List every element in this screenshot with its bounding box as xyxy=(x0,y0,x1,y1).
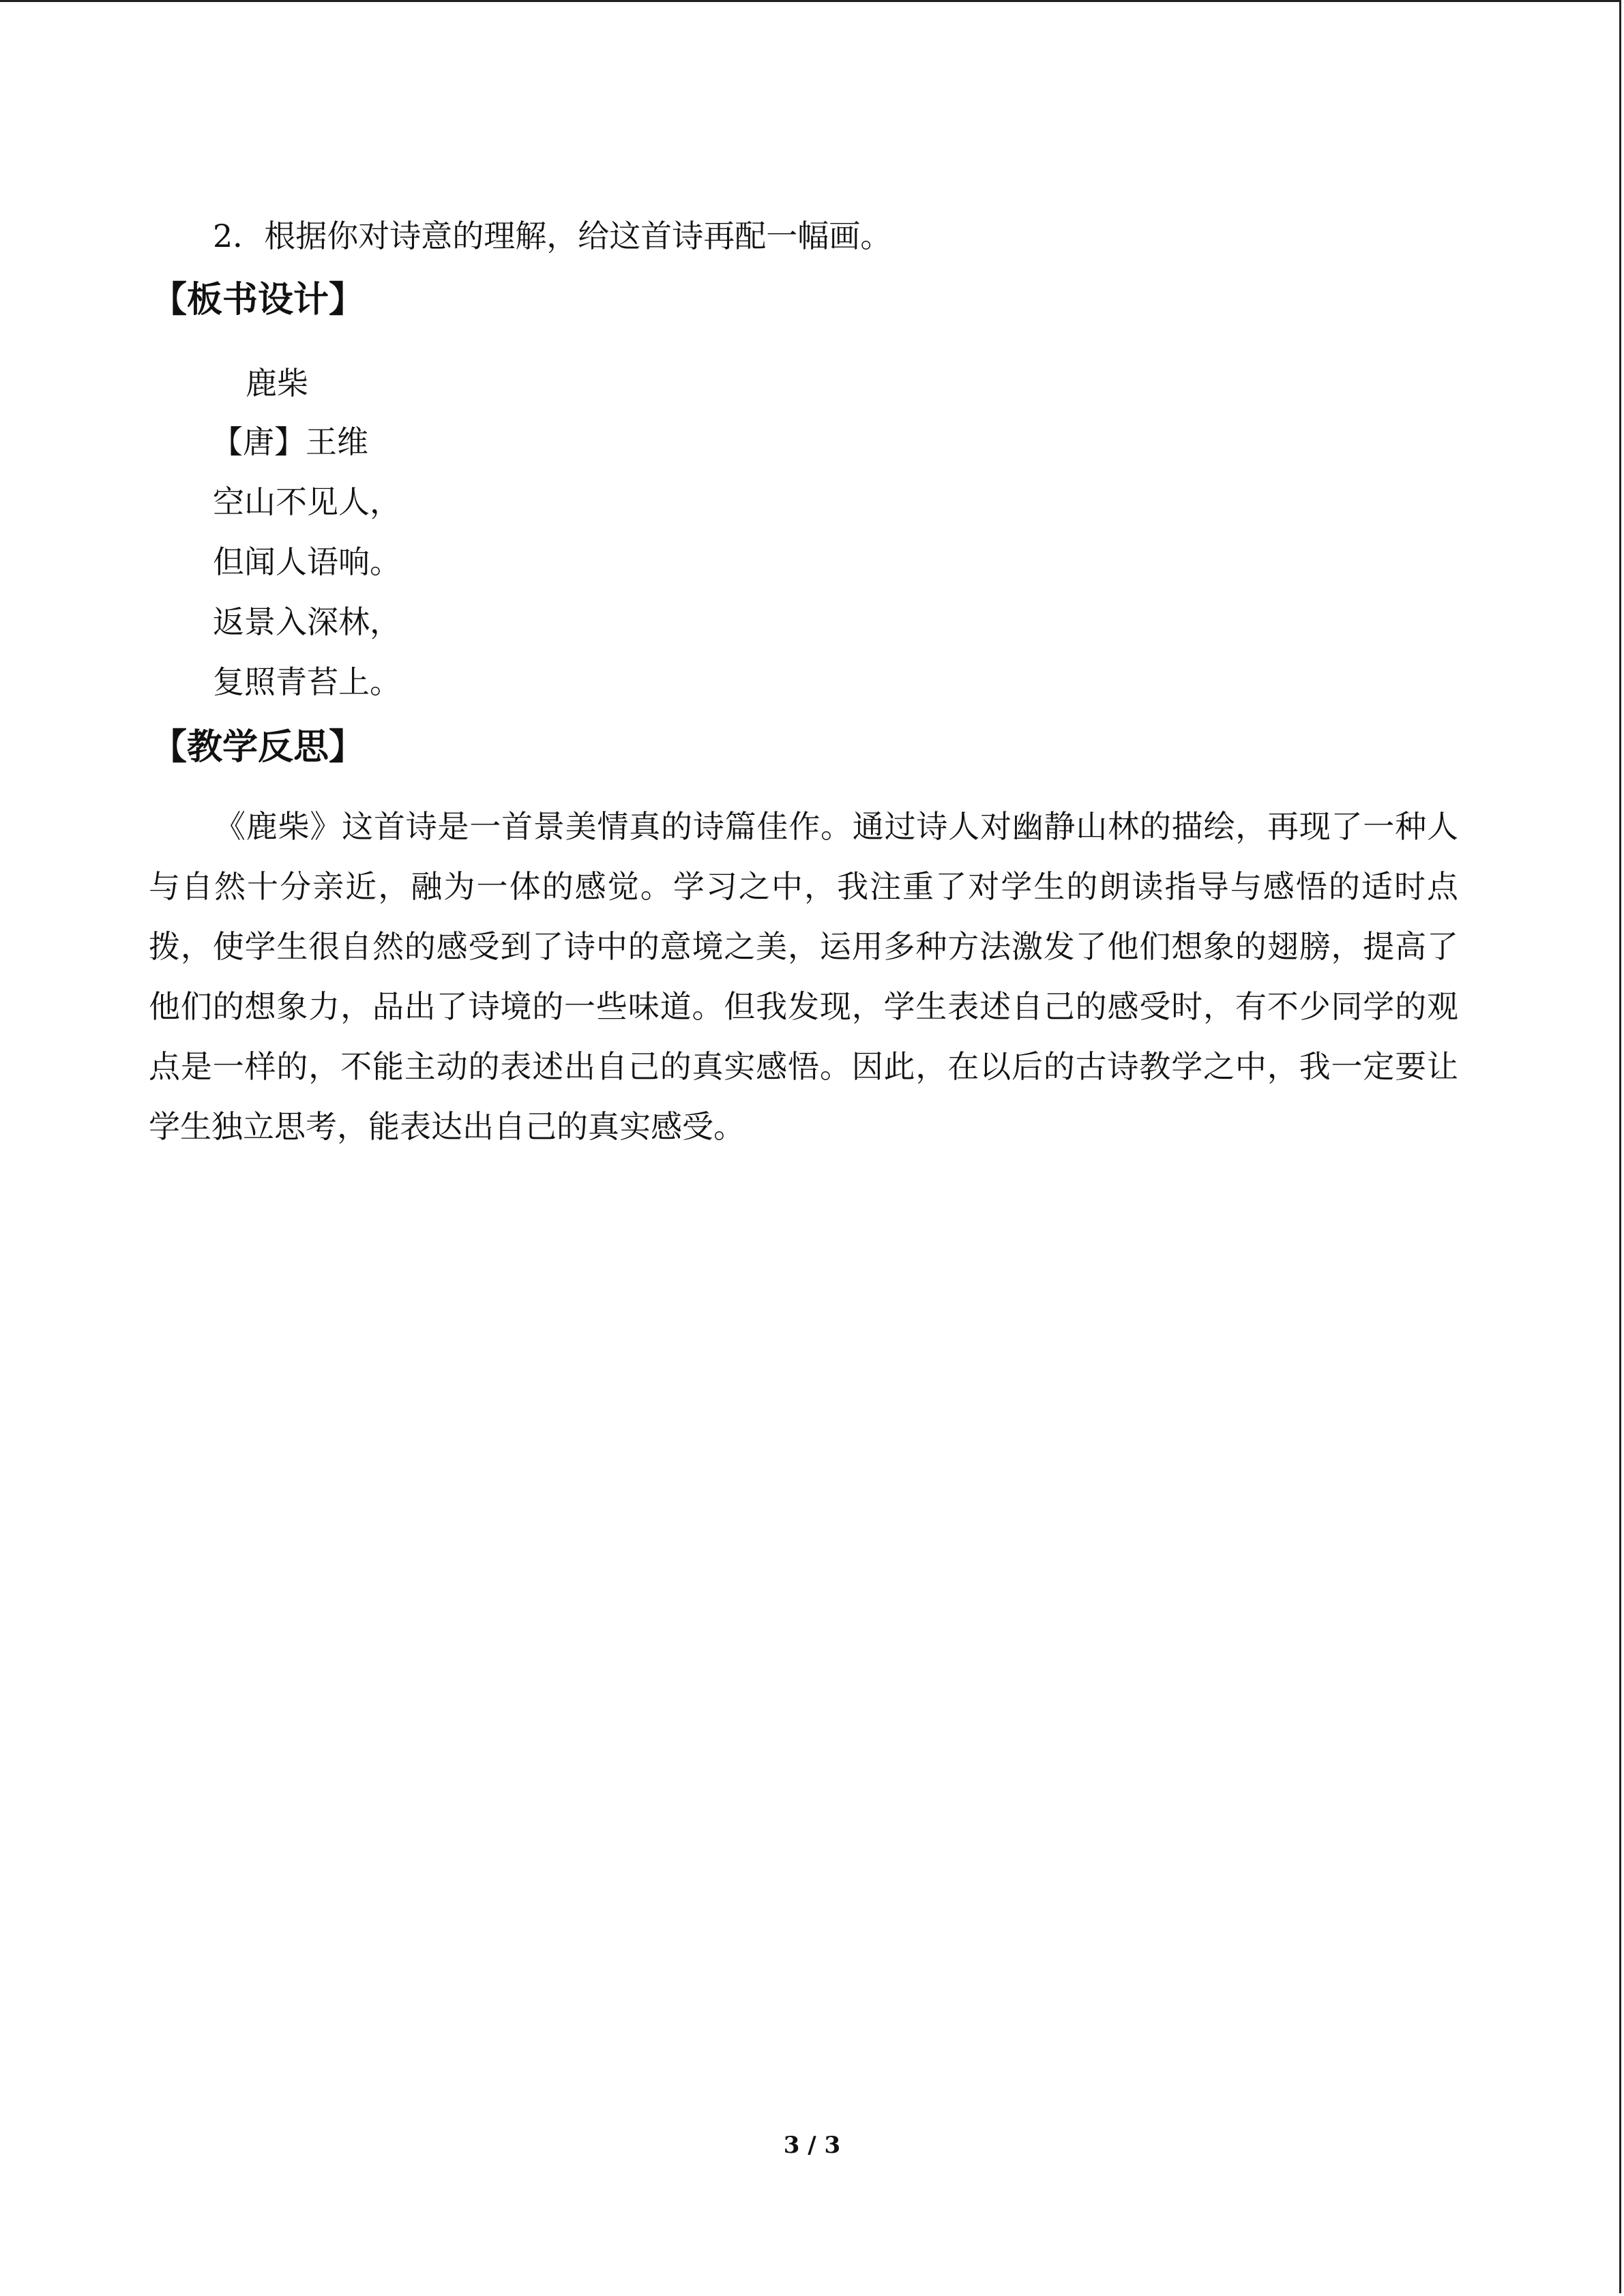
page-number: 3 / 3 xyxy=(783,2132,841,2159)
poem-title: 鹿柴 xyxy=(246,365,308,402)
poem-line: 但闻人语响。 xyxy=(213,543,401,580)
section-heading-teaching-reflection: 【教学反思】 xyxy=(151,727,365,768)
activity-item-2: 2．根据你对诗意的理解，给这首诗再配一幅画。 xyxy=(213,218,892,254)
section-heading-board-design: 【板书设计】 xyxy=(151,280,365,320)
poem-line: 复照青苔上。 xyxy=(213,664,401,700)
poem-line: 返景入深林， xyxy=(213,603,401,640)
poem-line: 空山不见人， xyxy=(213,483,401,520)
reflection-paragraph: 《鹿柴》这首诗是一首景美情真的诗篇佳作。通过诗人对幽静山林的描绘，再现了一种人与自然十分亲近，融为一体的感觉。学习之中，我注重了对学生的朗读指导与感悟的适时点拨，使学生很自然的感受到了诗中的意境之美，运用多种方法激发了他们想象的翅膀，提高了他们的想象力，品出了诗境的一些味道。但我发现，学生表述自己的感受时，有不少同学的观点是一样的，不能主动的表述出自己的真实感悟。因此，在以后的古诗教学之中，我一定要让学生独立思考，能表达出自己的真实感受。 xyxy=(149,808,1458,1145)
poem-author: 【唐】王维 xyxy=(211,423,368,460)
